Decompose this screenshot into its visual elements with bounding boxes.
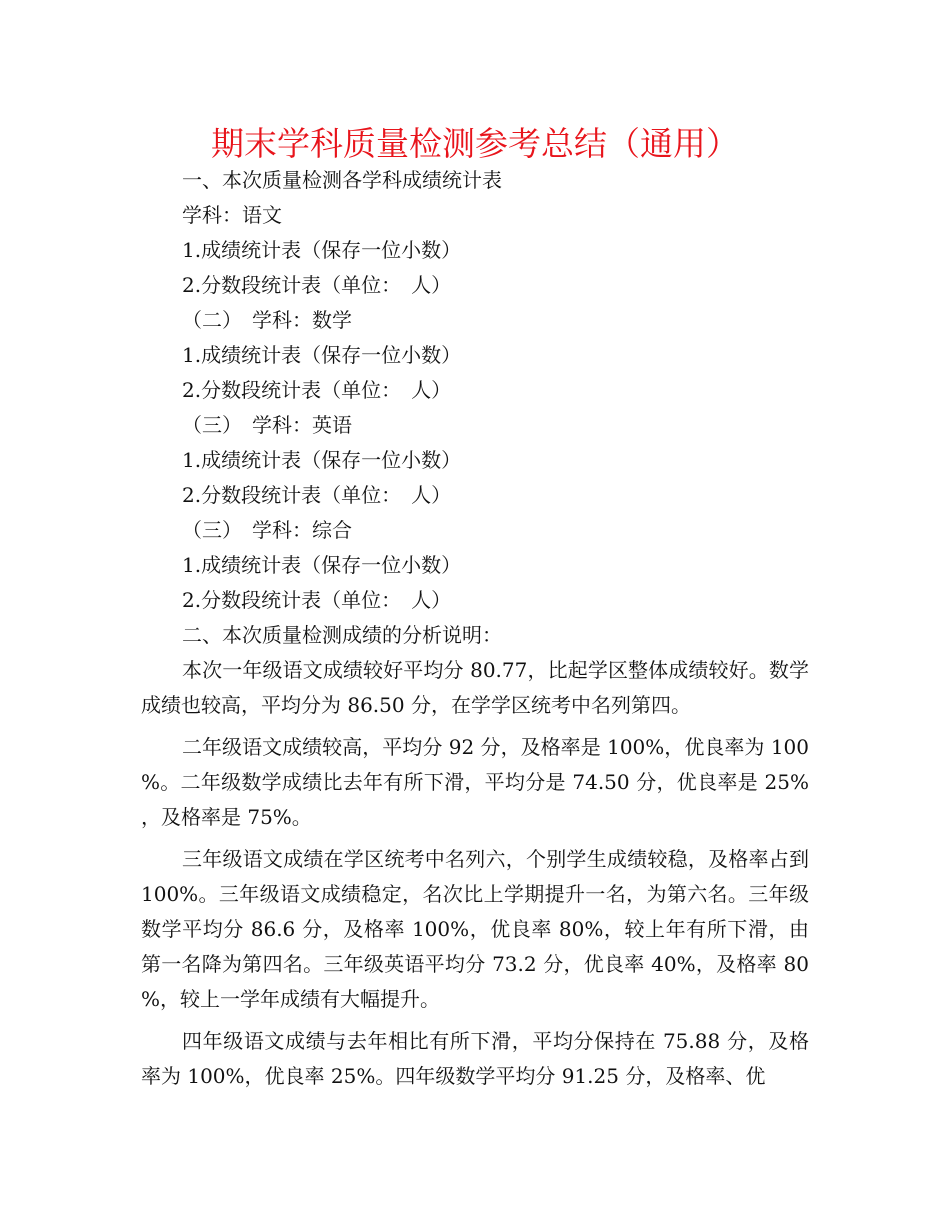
analysis-paragraph: 本次一年级语文成绩较好平均分 80.77，比起学区整体成绩较好。数学成绩也较高，平均分为 86.50 分，在学学区统考中名列第四。 (141, 658, 809, 717)
analysis-paragraph: 四年级语文成绩与去年相比有所下滑，平均分保持在 75.88 分，及格率为 100%，优良率 25%。四年级数学平均分 91.25 分，及格率、优 (141, 1029, 809, 1088)
list-item: 2.分数段统计表（单位： 人） (182, 483, 452, 507)
section-heading-2: 二、本次质量检测成绩的分析说明： (182, 623, 502, 647)
subject-line: （二） 学科：数学 (182, 308, 352, 332)
list-item: 2.分数段统计表（单位： 人） (182, 378, 452, 402)
list-item: 1.成绩统计表（保存一位小数） (182, 448, 462, 472)
list-item: 2.分数段统计表（单位： 人） (182, 588, 452, 612)
subject-line: （三） 学科：英语 (182, 413, 352, 437)
list-item: 1.成绩统计表（保存一位小数） (182, 343, 462, 367)
subject-line: （三） 学科：综合 (182, 518, 352, 542)
analysis-paragraph: 二年级语文成绩较高，平均分 92 分，及格率是 100%，优良率为 100%。二年级数学成绩比去年有所下滑，平均分是 74.50 分，优良率是 25%，及格率是 75%。 (141, 735, 809, 829)
document-title: 期末学科质量检测参考总结（通用） (211, 124, 739, 163)
list-item: 2.分数段统计表（单位： 人） (182, 273, 452, 297)
document-body (141, 163, 809, 1094)
subject-line: 学科：语文 (182, 203, 282, 227)
analysis-paragraph: 三年级语文成绩在学区统考中名列六，个别学生成绩较稳，及格率占到 100%。三年级语文成绩稳定，名次比上学期提升一名，为第六名。三年级数学平均分 86.6 分，及格率 100%，优良率 80%，较上年有所下滑，由第一名降为第四名。三年级英语平均分 73.2 分，优良率 40%，及格率 80%，较上一学年成绩有大幅提升。 (141, 847, 809, 1011)
section-heading-1: 一、本次质量检测各学科成绩统计表 (182, 168, 502, 192)
list-item: 1.成绩统计表（保存一位小数） (182, 238, 462, 262)
list-item: 1.成绩统计表（保存一位小数） (182, 553, 462, 577)
